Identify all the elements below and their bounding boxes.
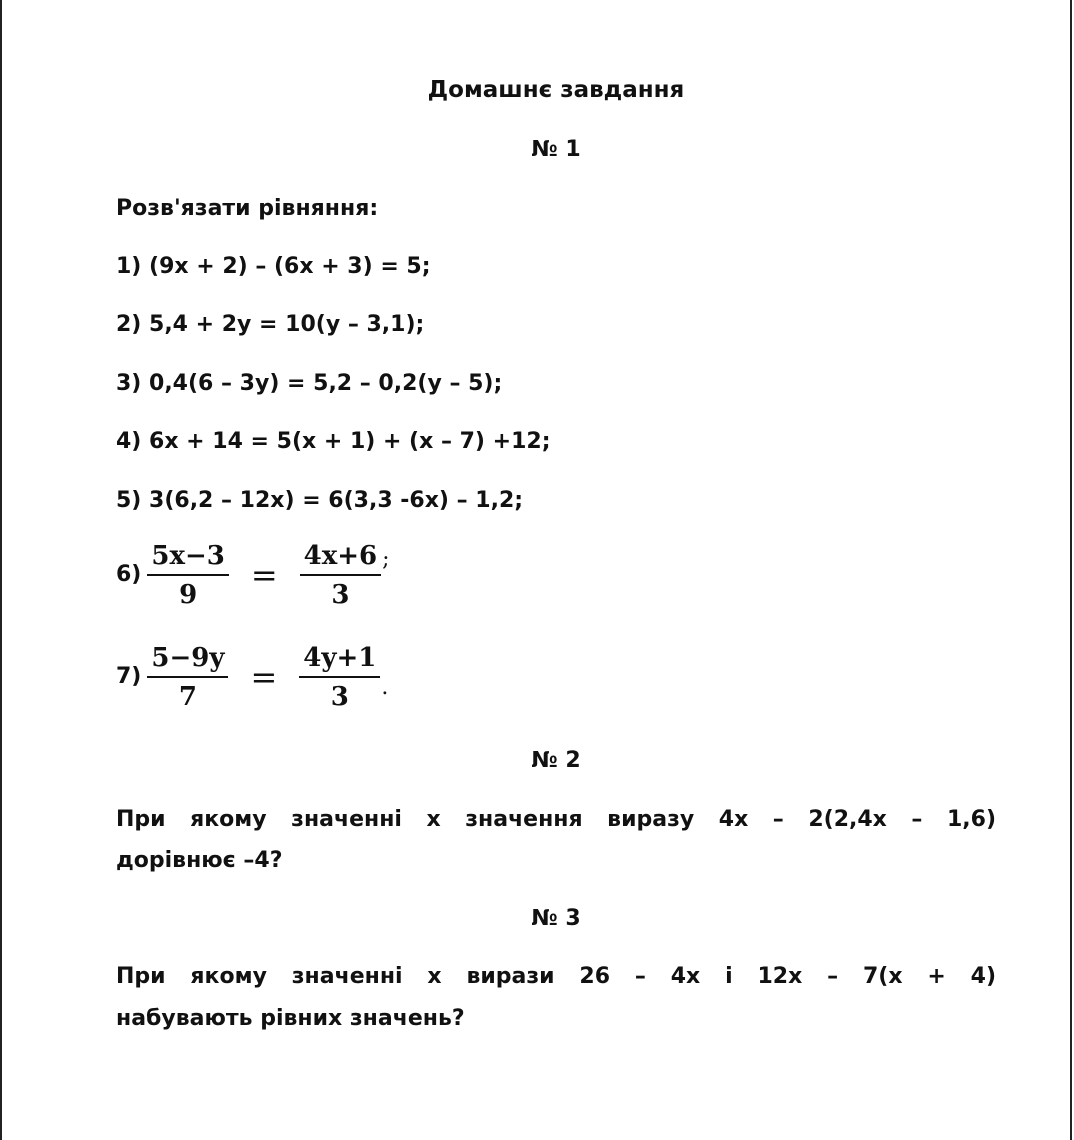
equation-6-right-denominator: 3 [331,580,350,610]
equation-7 [116,642,388,712]
task-3-text-line-1: При якому значенні х вирази 26 – 4х і 12х – 7(х + 4) [116,964,996,989]
task-2-text-line-1: При якому значенні х значення виразу 4х – 2(2,4х – 1,6) [116,807,996,832]
task-3-text-line-2: набувають рівних значень? [116,1006,465,1031]
equation-7-right-numerator: 4y+1 [299,642,380,678]
task-2-text-line-2: дорівнює –4? [116,848,283,873]
equation-5: 5) 3(6,2 – 12x) = 6(3,3 -6x) – 1,2; [116,488,524,513]
equation-2: 2) 5,4 + 2y = 10(y – 3,1); [116,312,425,337]
equation-7-right-denominator: 3 [330,682,349,712]
equation-4: 4) 6x + 14 = 5(x + 1) + (x – 7) +12; [116,429,551,454]
equation-7-left-denominator: 7 [178,682,197,712]
equation-6-left-numerator: 5x−3 [147,540,228,576]
equation-7-left-fraction [147,642,228,712]
equation-7-equals: = [250,658,278,696]
equation-6-label: 6) [116,562,142,587]
task-1-number: № 1 [531,137,581,162]
equation-6-equals: = [250,556,278,594]
task-2-number: № 2 [531,748,581,773]
equation-6-left-denominator: 9 [179,580,198,610]
task-3-number: № 3 [531,906,581,931]
equation-6-right-fraction [300,540,381,610]
equation-7-left-numerator: 5−9y [147,642,228,678]
task-1-instruction: Розв'язати рівняння: [116,196,379,221]
equation-6-end: ; [382,547,390,572]
equation-1: 1) (9x + 2) – (6x + 3) = 5; [116,254,431,279]
equation-7-right-fraction [299,642,380,712]
equation-6-right-numerator: 4x+6 [300,540,381,576]
equation-6 [116,540,390,610]
equation-7-end: . [381,675,389,700]
equation-3: 3) 0,4(6 – 3y) = 5,2 – 0,2(y – 5); [116,371,503,396]
equation-7-label: 7) [116,664,142,689]
document-title: Домашнє завдання [427,77,685,103]
equation-6-left-fraction [147,540,228,610]
